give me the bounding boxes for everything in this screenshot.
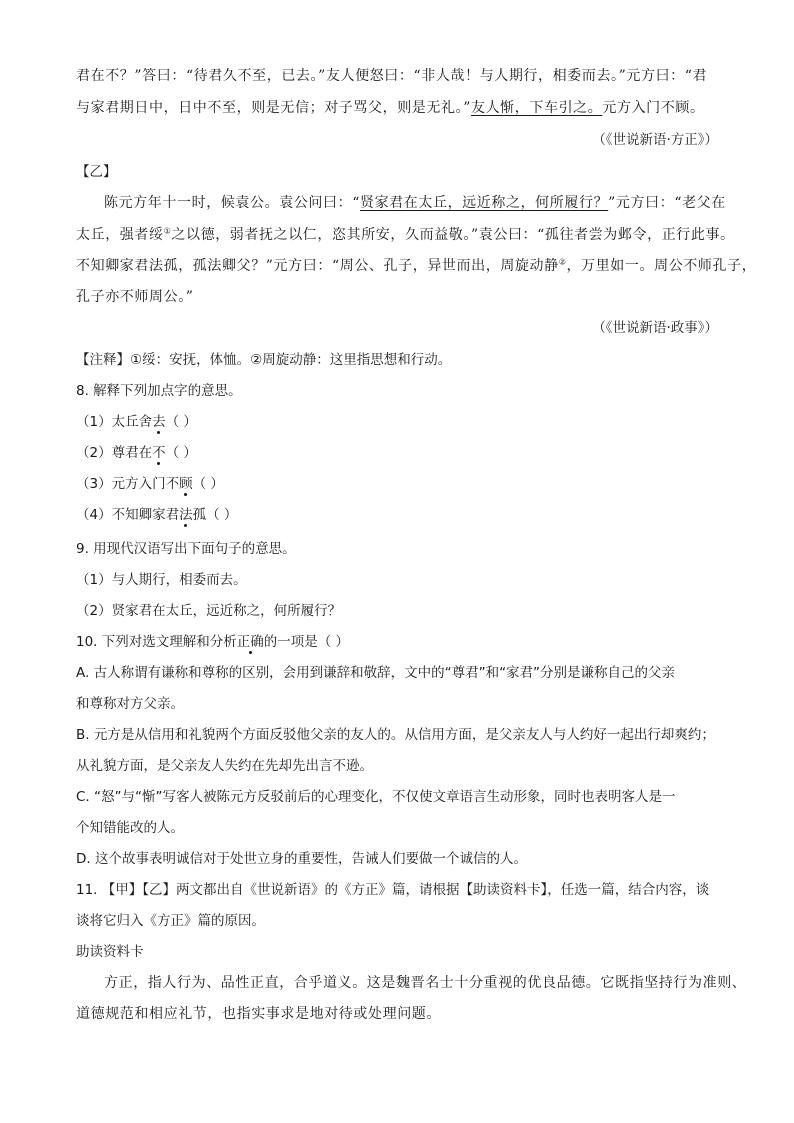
yi-line-4: 孔子亦不师周公。” (76, 289, 194, 305)
notes: 【注释】①绥：安抚，体恤。②周旋动静：这里指思想和行动。 (76, 352, 452, 368)
q10-option-c-line-2: 个知错能改的人。 (76, 820, 184, 836)
yi-line-3: 不知卿家君法孤，孤法卿父？”元方曰：“周公、孔子，异世而出，周旋动静②，万里如一。周公不师孔子， (76, 257, 757, 274)
jia-line-1: 君在不？”答曰：“待君久不至，已去。”友人便怒曰：“非人哉！与人期行，相委而去。”元方曰：“君 (76, 68, 708, 84)
yi-underlined-sentence: 贤家君在太丘，远近称之，何所履行？ (359, 195, 609, 211)
q10-option-a-line-2: 和尊称对方父亲。 (76, 696, 184, 712)
q8-item-2: （2）尊君在不（ ） (76, 445, 197, 461)
q8-item-1: （1）太丘舍去（ ） (76, 414, 197, 430)
note-marker-2: ② (558, 257, 567, 267)
q10-option-a-line-1: A. 古人称谓有谦称和尊称的区别，会用到谦辞和敬辞，文中的“尊君”和“家君”分别是谦称自己的父亲 (76, 665, 676, 681)
q10-option-b-line-1: B. 元方是从信用和礼貌两个方面反驳他父亲的友人的。从信用方面，是父亲友人与人约好一起出行却爽约； (76, 727, 715, 743)
yi-line-1: 陈元方年十一时，候袁公。袁公问曰：“贤家君在太丘，远近称之，何所履行？”元方曰：“老父在 (104, 195, 726, 211)
reading-card-line-1: 方正，指人行为、品性正直，合乎道义。这是魏晋名士十分重视的优良品德。它既指坚持行为准则、 (104, 975, 747, 991)
q9-stem: 9. 用现代汉语写出下面句子的意思。 (76, 541, 296, 557)
dotted-char: 法 (179, 507, 193, 523)
yi-heading: 【乙】 (76, 164, 117, 180)
q9-item-2: （2）贤家君在太丘，远近称之，何所履行？ (76, 603, 342, 619)
dotted-char: 不 (152, 445, 166, 461)
yi-source: （《世说新语·政事》） (592, 320, 718, 336)
note-marker-1: ① (163, 226, 172, 236)
jia-source: （《世说新语·方正》） (592, 132, 718, 148)
q8-stem: 8. 解释下列加点字的意思。 (76, 383, 242, 399)
dotted-char: 顾 (179, 476, 193, 492)
reading-card-title: 助读资料卡 (76, 944, 144, 960)
dotted-char: 去 (152, 414, 166, 430)
q9-item-1: （1）与人期行，相委而去。 (76, 572, 247, 588)
jia-underlined-sentence: 友人惭，下车引之。 (470, 100, 603, 116)
q10-stem: 10. 下列对选文理解和分析正确的一项是（ ） (76, 634, 350, 650)
q11-line-1: 11. 【甲】【乙】两文都出自《世说新语》的《方正》篇，请根据【助读资料卡】，任选一篇，结合内容，谈 (76, 882, 710, 898)
q10-option-b-line-2: 从礼貌方面，是父亲友人失约在先却先出言不逊。 (76, 758, 373, 774)
q10-option-d: D. 这个故事表明诚信对于处世立身的重要性，告诫人们要做一个诚信的人。 (76, 851, 527, 867)
q11-line-2: 谈将它归入《方正》篇的原因。 (76, 913, 265, 929)
dotted-word: 正确 (236, 634, 264, 650)
q8-item-3: （3）元方入门不顾（ ） (76, 476, 224, 492)
reading-card-line-2: 道德规范和相应礼节，也指实事求是地对待或处理问题。 (76, 1006, 441, 1022)
q8-item-4: （4）不知卿家君法孤（ ） (76, 507, 238, 523)
jia-line-2: 与家君期日中，日中不至，则是无信；对子骂父，则是无礼。”友人惭，下车引之。元方入门不顾。 (76, 100, 705, 116)
yi-line-2: 太丘，强者绥①之以德，弱者抚之以仁，恣其所安，久而益敬。”袁公曰：“孤往者尝为邺令，正行此事。 (76, 226, 735, 243)
q10-option-c-line-1: C. “怒”与“惭”写客人被陈元方反驳前后的心理变化，不仅使文章语言生动形象，同时也表明客人是一 (76, 789, 676, 805)
